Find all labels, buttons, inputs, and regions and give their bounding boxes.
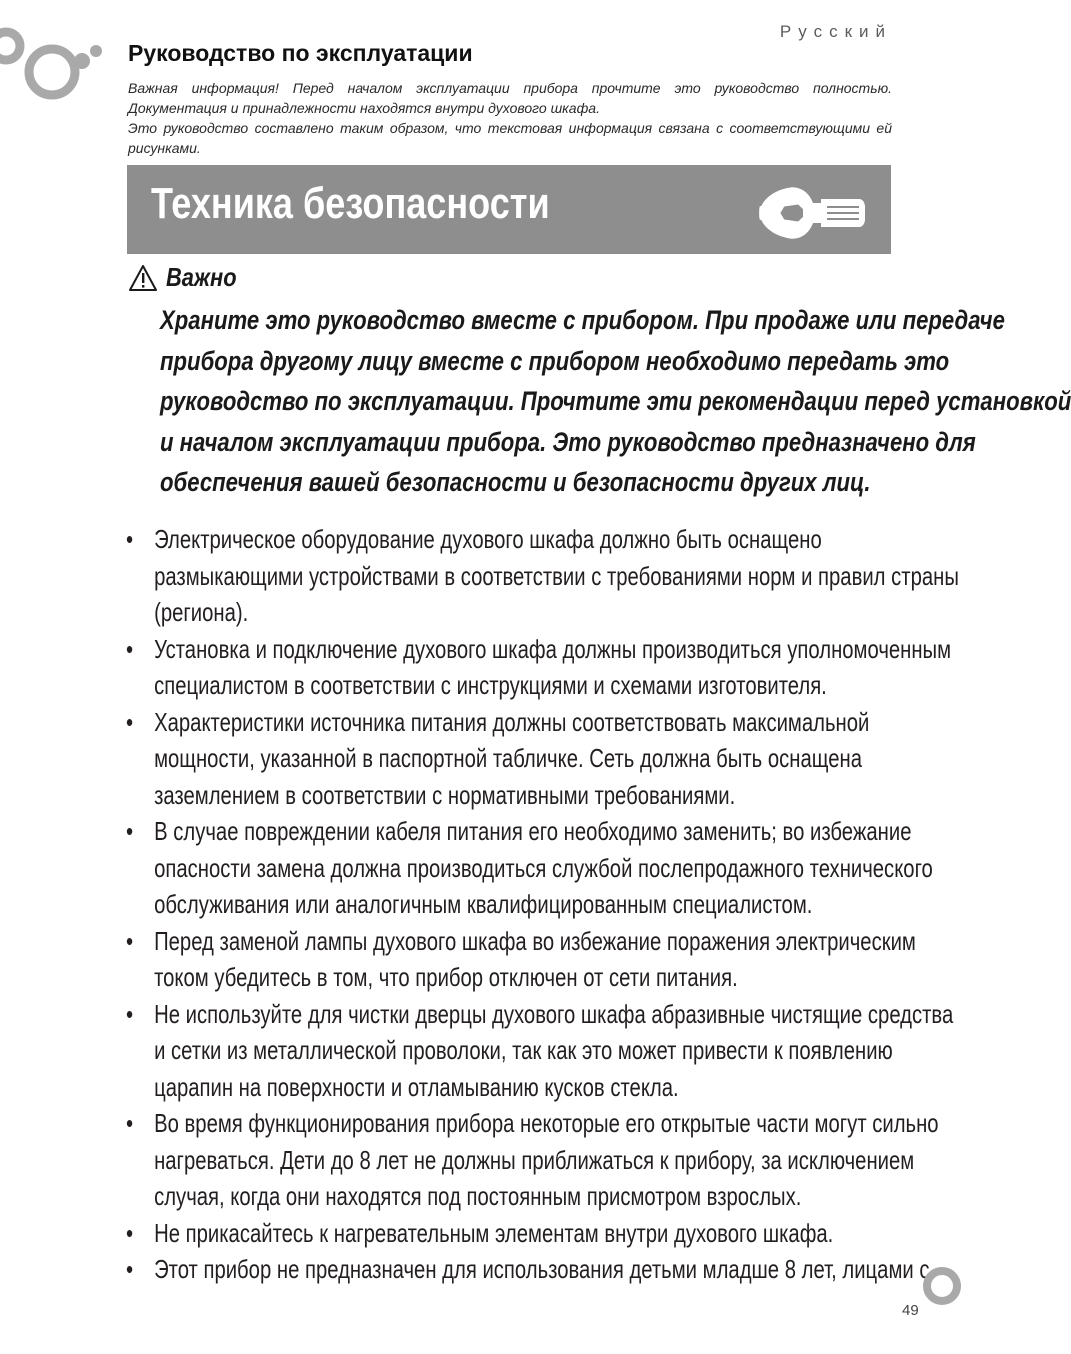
list-item-line: специалистом в соответствии с инструкциями и схемами изготовителя. <box>154 670 827 700</box>
list-item-line: Не прикасайтесь к нагревательным элементам внутри духового шкафа. <box>154 1217 834 1248</box>
list-item-line: Этот прибор не предназначен для использования детьми младше 8 лет, лицами с <box>154 1254 930 1284</box>
intro-paragraph: Важная информация! Перед началом эксплуатации прибора прочтите это руководство полностью. Документация и принадлежности находятся внутри духового шкафа. <box>128 80 892 116</box>
list-item <box>126 1251 930 1288</box>
bullet-marker: • <box>126 998 134 1029</box>
language-label: Русский <box>779 22 892 41</box>
wrench-icon <box>755 181 865 243</box>
warning-line: и началом эксплуатации прибора. Это руководство предназначено для <box>160 426 976 457</box>
list-item-line: мощности, указанной в паспортной табличке. Сеть должна быть оснащена <box>154 743 862 773</box>
page-number: 49 <box>902 1302 919 1319</box>
intro-text <box>128 78 892 158</box>
list-item-line: Характеристики источника питания должны соответствовать максимальной <box>154 706 870 737</box>
decorative-circles-logo <box>0 18 110 108</box>
list-item-line: Электрическое оборудование духового шкафа должно быть оснащено <box>154 524 822 554</box>
list-item-line: током убедитесь в том, что прибор отключен от сети питания. <box>154 962 738 992</box>
warning-line: обеспечения вашей безопасности и безопасности других лиц. <box>160 467 871 497</box>
list-item-line: царапин на поверхности и отламыванию кусков стекла. <box>154 1071 679 1102</box>
warning-heading <box>128 262 250 293</box>
bullet-marker: • <box>126 816 134 846</box>
list-item-line: и сетки из металлической проволоки, так как это может привести к появлению <box>154 1035 893 1065</box>
list-item-line: заземлением в соответствии с нормативными требованиями. <box>154 779 736 810</box>
list-item-line: В случае повреждении кабеля питания его необходимо заменить; во избежание <box>154 816 912 846</box>
warning-line: прибора другому лицу вместе с прибором необходимо передать это <box>160 345 950 376</box>
list-item <box>126 996 954 1106</box>
list-item-line: Перед заменой лампы духового шкафа во избежание поражения электрическим <box>154 925 916 956</box>
warning-triangle-icon <box>128 264 158 292</box>
list-item-line: случая, когда они находятся под постоянным присмотром взрослых. <box>154 1181 802 1211</box>
bullet-marker: • <box>126 925 134 956</box>
list-item-line: опасности замена должна производиться службой послепродажного технического <box>154 852 933 883</box>
bullet-marker: • <box>126 524 134 554</box>
section-banner <box>127 165 891 254</box>
section-title: Техника безопасности <box>151 179 550 228</box>
list-item <box>126 923 916 996</box>
list-item-line: размыкающими устройствами в соответствии с требованиями норм и правил страны <box>154 560 959 591</box>
list-item <box>126 631 952 704</box>
warning-line: Храните это руководство вместе с прибором. При продаже или передаче <box>160 305 1005 335</box>
bullet-marker: • <box>126 1254 134 1284</box>
list-item <box>126 704 906 814</box>
bullet-marker: • <box>126 1217 134 1248</box>
warning-line: руководство по эксплуатации. Прочтите эти рекомендации перед установкой <box>160 386 1071 416</box>
list-item <box>126 1105 939 1215</box>
list-item-line: Во время функционирования прибора некоторые его открытые части могут сильно <box>154 1108 939 1138</box>
list-item-line: обслуживания или аналогичным квалифицированным специалистом. <box>154 889 813 919</box>
bullet-marker: • <box>126 706 134 737</box>
warning-label: Важно <box>166 262 237 292</box>
list-item-line: (региона). <box>154 597 249 627</box>
list-item-line: Установка и подключение духового шкафа должны производиться уполномоченным <box>154 633 952 664</box>
bullet-marker: • <box>126 1108 134 1138</box>
list-item-line: нагреваться. Дети до 8 лет не должны приближаться к прибору, за исключением <box>154 1144 915 1175</box>
decorative-circle <box>918 1264 954 1310</box>
list-item <box>126 813 933 923</box>
list-item-line: Не используйте для чистки дверцы духового шкафа абразивные чистящие средства <box>154 998 954 1029</box>
list-item <box>126 1215 906 1252</box>
intro-paragraph: Это руководство составлено таким образом, что текстовая информация связана с соответствующими ей рисунками. <box>128 120 892 156</box>
warning-text <box>160 300 1071 503</box>
safety-bullet-list <box>126 521 959 1288</box>
list-item <box>126 521 959 631</box>
bullet-marker: • <box>126 633 134 664</box>
manual-title: Руководство по эксплуатации <box>128 40 473 66</box>
